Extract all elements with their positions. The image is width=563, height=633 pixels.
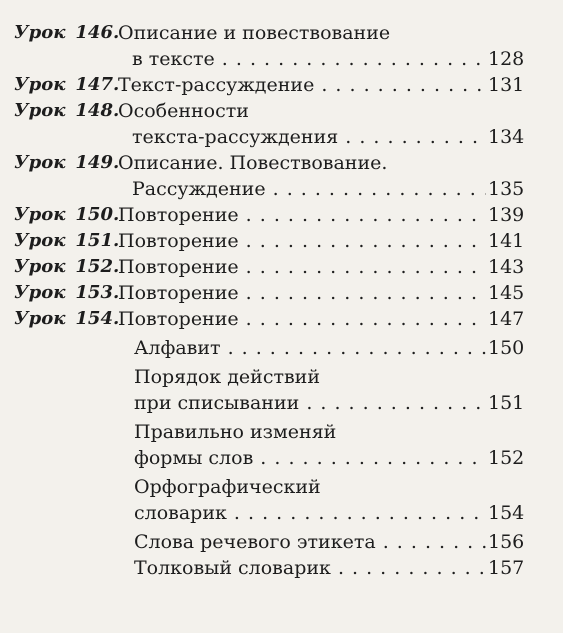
page-number: 151: [488, 392, 525, 414]
lesson-number: 151.: [75, 230, 120, 251]
entry-title: Слова речевого этикета . . .: [134, 529, 486, 555]
entry-title: Порядок действий: [134, 366, 320, 388]
lesson-number: 150.: [75, 204, 120, 225]
toc-line: [14, 474, 524, 500]
toc-entry-149: [14, 150, 524, 202]
entry-title: Орфографический: [134, 476, 321, 498]
toc-line: [14, 202, 524, 228]
page-number: 157: [488, 557, 525, 579]
toc-line: [14, 280, 524, 306]
toc-entry-147: [14, 72, 524, 98]
page-number: 152: [488, 447, 525, 469]
toc-line: [14, 228, 524, 254]
lesson-number: 146.: [75, 22, 120, 43]
entry-title: Правильно изменяй: [134, 421, 337, 443]
page-number: 141: [488, 230, 525, 252]
entry-title: Алфавит . . .: [134, 335, 486, 361]
lesson-word: Урок: [14, 282, 66, 303]
toc-line: [14, 150, 524, 176]
lesson-word: Урок: [14, 308, 66, 329]
page-number: 135: [488, 178, 525, 200]
entry-title-cont: текста-рассуждения . . .: [132, 124, 486, 150]
entry-title: Описание. Повествование.: [118, 152, 388, 174]
table-of-contents: [14, 20, 524, 581]
lesson-word: Урок: [14, 74, 66, 95]
page-number: 147: [488, 308, 525, 330]
toc-line: [14, 124, 524, 150]
entry-title: Описание и повествование: [118, 22, 391, 44]
entry-title: Повторение . . .: [118, 202, 486, 228]
toc-line: [14, 364, 524, 390]
toc-line: [14, 529, 524, 555]
lesson-word: Урок: [14, 204, 66, 225]
toc-entry-153: [14, 280, 524, 306]
toc-line: [14, 72, 524, 98]
lesson-label: [14, 20, 119, 46]
lesson-number: 154.: [75, 308, 120, 329]
toc-line: [14, 20, 524, 46]
toc-appendix-explanatory-dictionary: [14, 555, 524, 581]
toc-appendix-alphabet: [14, 335, 524, 361]
page-number: 134: [488, 126, 525, 148]
entry-title: Повторение . . .: [118, 280, 486, 306]
lesson-word: Урок: [14, 256, 66, 277]
entry-title: Повторение . . .: [118, 306, 486, 332]
page-number: 154: [488, 502, 525, 524]
page-number: 145: [488, 282, 525, 304]
lesson-label: [14, 98, 119, 124]
lesson-label: [14, 72, 119, 98]
toc-entry-150: [14, 202, 524, 228]
lesson-number: 149.: [75, 152, 120, 173]
entry-title-cont: при списывании . . .: [134, 390, 486, 416]
entry-title: Повторение . . .: [118, 228, 486, 254]
toc-entry-151: [14, 228, 524, 254]
lesson-number: 152.: [75, 256, 120, 277]
toc-appendix-word-forms: [14, 419, 524, 471]
toc-entry-152: [14, 254, 524, 280]
lesson-word: Урок: [14, 230, 66, 251]
lesson-label: [14, 150, 119, 176]
toc-line: [14, 335, 524, 361]
toc-appendix-copy-order: [14, 364, 524, 416]
lesson-label: [14, 280, 119, 306]
toc-line: [14, 555, 524, 581]
entry-title: Повторение . . .: [118, 254, 486, 280]
page-number: 150: [488, 337, 525, 359]
toc-line: [14, 176, 524, 202]
entry-title-cont: формы слов . . .: [134, 445, 486, 471]
page-number: 156: [488, 531, 525, 553]
lesson-word: Урок: [14, 22, 66, 43]
toc-entry-146: [14, 20, 524, 72]
entry-title: Текст-рассуждение . . .: [118, 72, 486, 98]
toc-appendix-etiquette-words: [14, 529, 524, 555]
entry-title-cont: в тексте . . .: [132, 46, 486, 72]
page-number: 139: [488, 204, 525, 226]
lesson-label: [14, 228, 119, 254]
entry-title-cont: словарик . . .: [134, 500, 486, 526]
toc-line: [14, 419, 524, 445]
toc-line: [14, 390, 524, 416]
toc-line: [14, 445, 524, 471]
toc-line: [14, 98, 524, 124]
entry-title: Толковый словарик . . .: [134, 555, 486, 581]
page-number: 131: [488, 74, 525, 96]
lesson-number: 148.: [75, 100, 120, 121]
toc-entry-154: [14, 306, 524, 332]
page-number: 128: [488, 48, 525, 70]
toc-entry-148: [14, 98, 524, 150]
page-number: 143: [488, 256, 525, 278]
toc-line: [14, 254, 524, 280]
lesson-label: [14, 306, 119, 332]
lesson-number: 147.: [75, 74, 120, 95]
toc-line: [14, 500, 524, 526]
lesson-word: Урок: [14, 152, 66, 173]
toc-line: [14, 306, 524, 332]
lesson-word: Урок: [14, 100, 66, 121]
lesson-label: [14, 254, 119, 280]
toc-line: [14, 46, 524, 72]
toc-appendix-spelling-dictionary: [14, 474, 524, 526]
entry-title-cont: Рассуждение . . .: [132, 176, 486, 202]
lesson-number: 153.: [75, 282, 120, 303]
lesson-label: [14, 202, 119, 228]
entry-title: Особенности: [118, 100, 249, 122]
